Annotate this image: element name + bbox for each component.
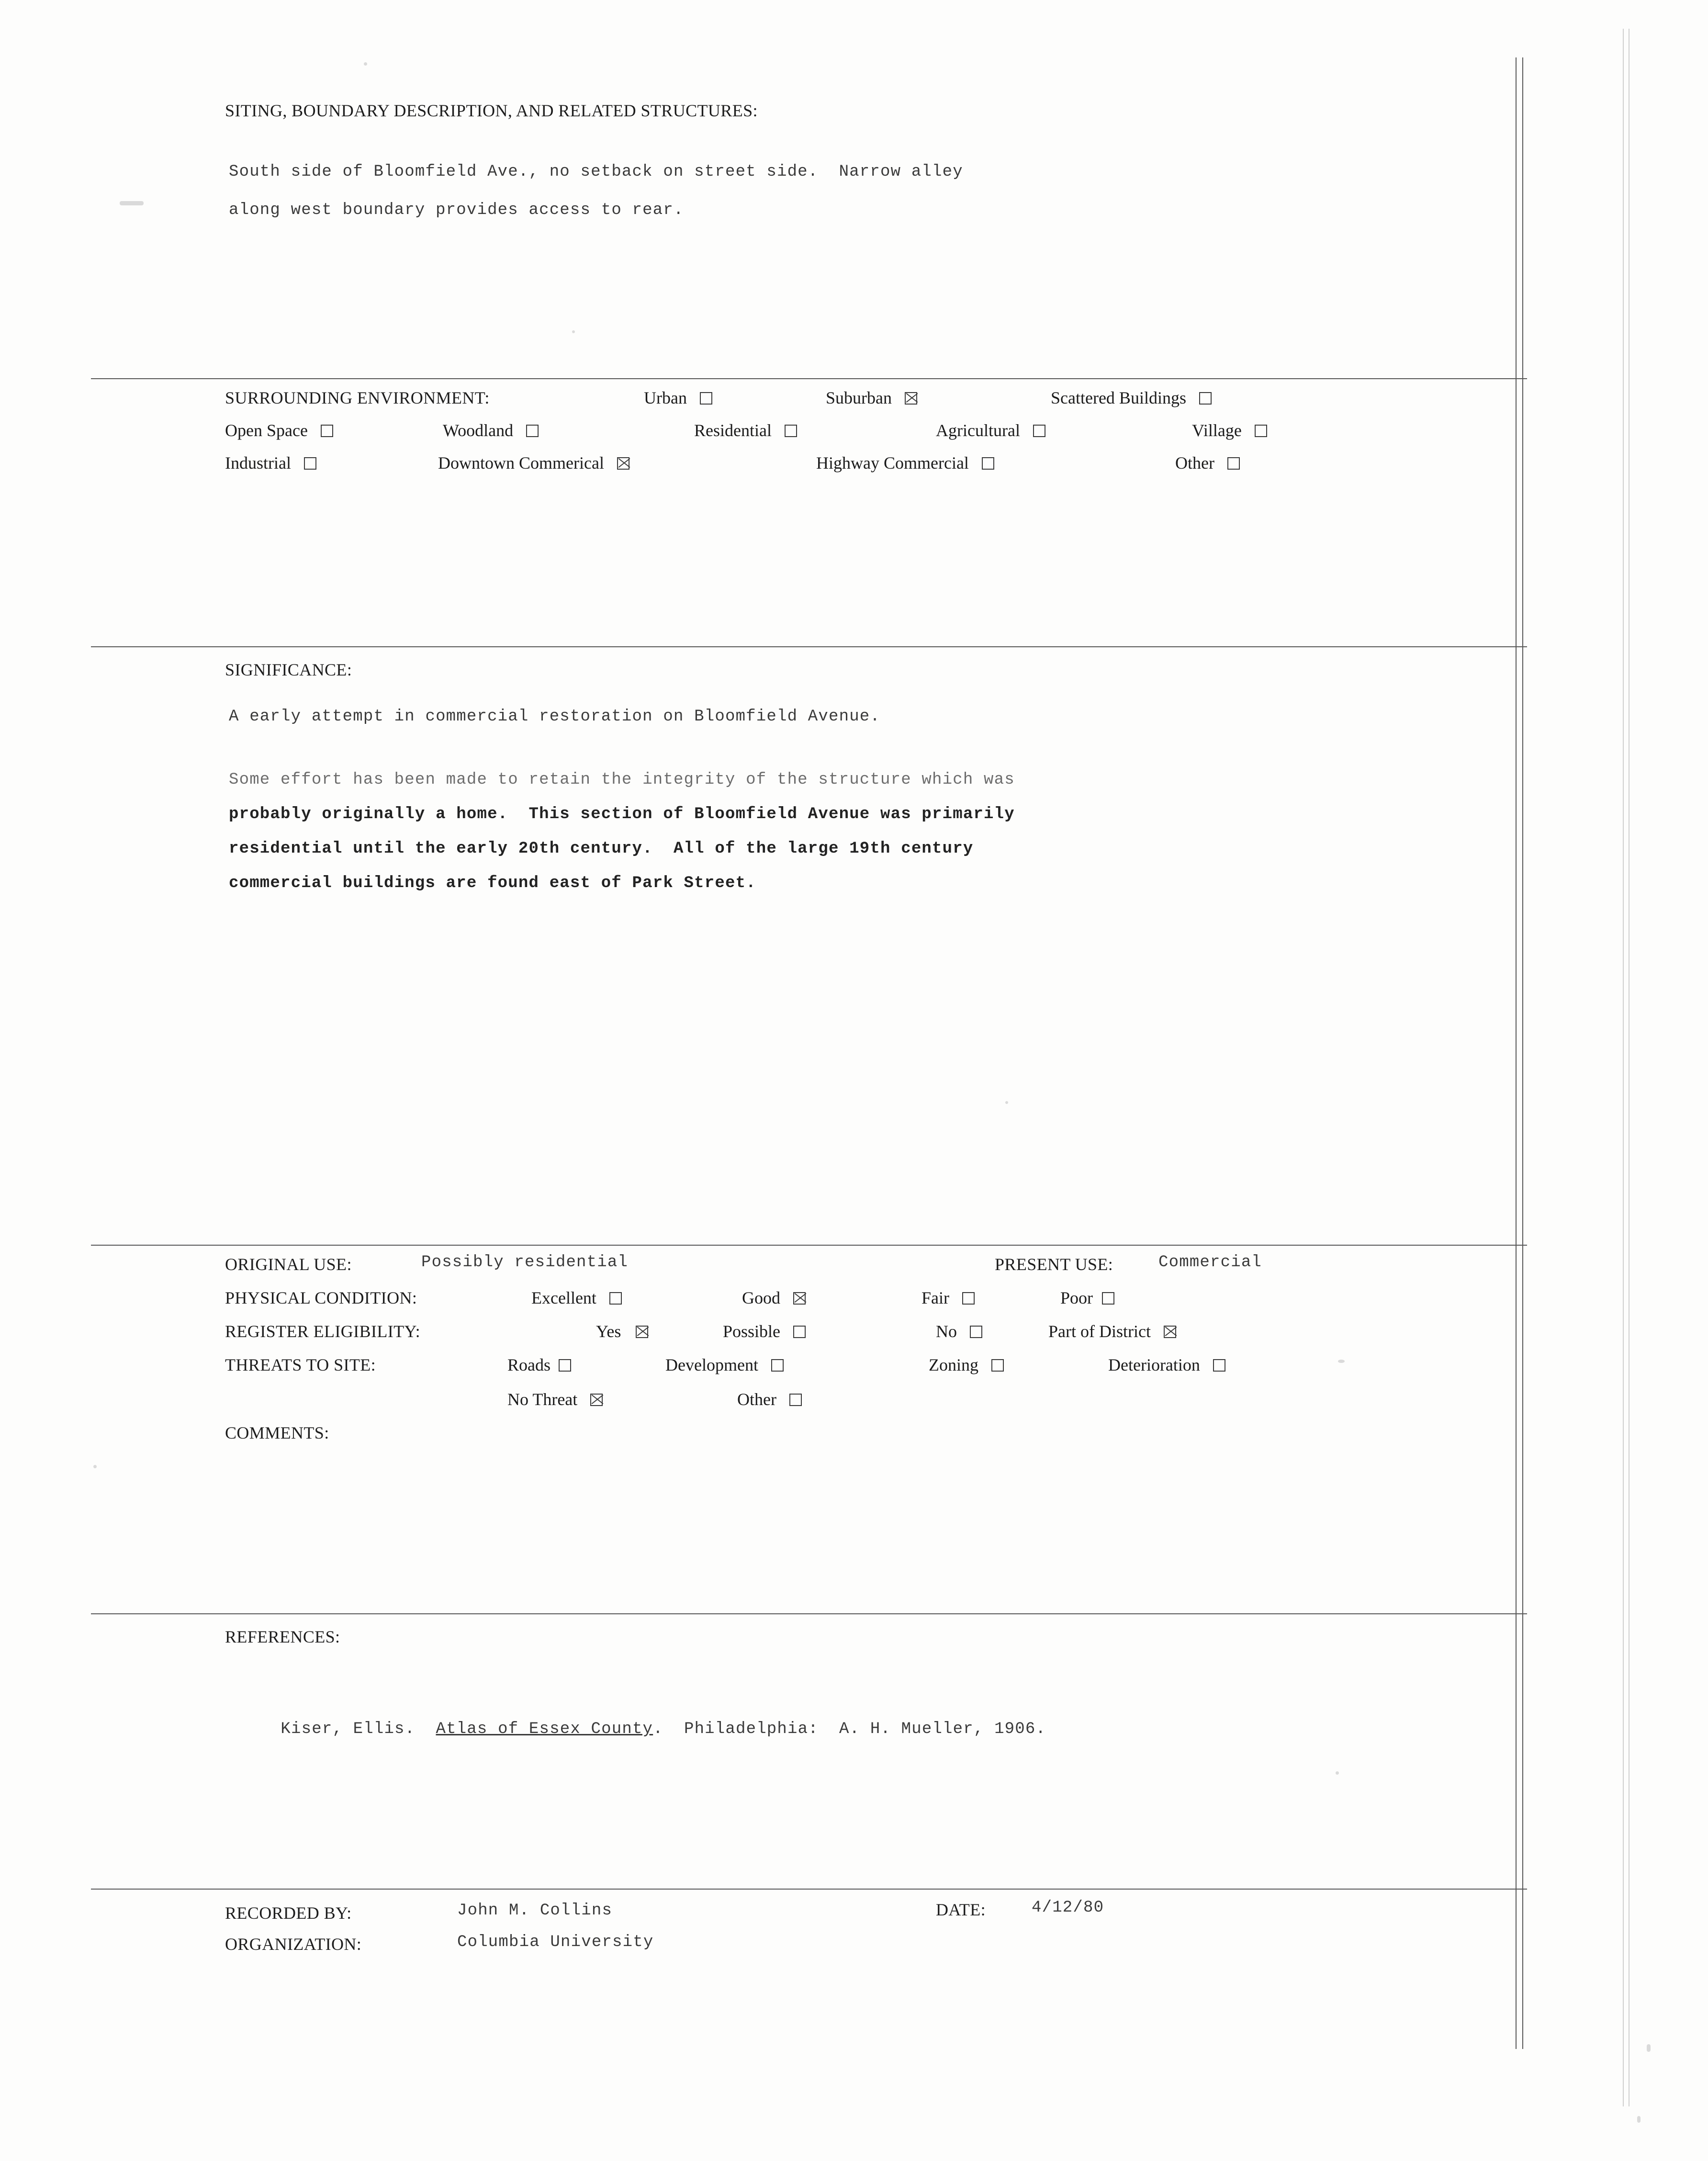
checkbox-condition-poor-label: Poor	[1060, 1288, 1093, 1307]
checkbox-register-yes-label: Yes	[596, 1322, 621, 1341]
checkbox-register-no-box[interactable]	[970, 1326, 982, 1338]
recorded-by-value: John M. Collins	[457, 1902, 613, 1920]
checkbox-scattered-buildings-label: Scattered Buildings	[1051, 388, 1186, 407]
checkbox-threat-development[interactable]	[665, 1355, 784, 1375]
checkbox-register-no-label: No	[936, 1322, 957, 1341]
scan-speck	[120, 201, 144, 205]
scan-speck	[1005, 1101, 1008, 1104]
comments-label: COMMENTS:	[225, 1423, 329, 1442]
checkbox-register-no[interactable]	[936, 1321, 982, 1341]
checkbox-urban-box[interactable]	[700, 392, 712, 405]
significance-paragraph-2-line-1: Some effort has been made to retain the integrity of the structure which was	[229, 771, 1015, 789]
checkbox-register-yes[interactable]	[596, 1321, 648, 1341]
organization-label: ORGANIZATION:	[225, 1935, 362, 1954]
checkbox-threat-development-label: Development	[665, 1355, 758, 1374]
checkbox-register-possible-label: Possible	[723, 1322, 781, 1341]
section-divider-references	[91, 1889, 1527, 1890]
references-entry	[239, 1702, 1046, 1756]
checkbox-downtown-commerical-box[interactable]	[617, 457, 629, 470]
checkbox-condition-fair-label: Fair	[921, 1288, 949, 1307]
form-frame-line-1	[1516, 57, 1517, 2049]
significance-paragraph-1: A early attempt in commercial restoration on Bloomfield Avenue.	[229, 708, 881, 726]
significance-heading: SIGNIFICANCE:	[225, 660, 352, 679]
recorded-by-label: RECORDED BY:	[225, 1903, 352, 1923]
siting-line-1: South side of Bloomfield Ave., no setback on street side. Narrow alley	[229, 163, 963, 181]
surrounding-environment-heading: SURROUNDING ENVIRONMENT:	[225, 388, 490, 407]
checkbox-village-label: Village	[1192, 421, 1242, 440]
scan-speck	[572, 330, 575, 333]
checkbox-register-part-of-district-box[interactable]	[1164, 1326, 1176, 1338]
checkbox-highway-commercial-label: Highway Commercial	[816, 453, 969, 473]
checkbox-surrounding-other-box[interactable]	[1227, 457, 1240, 470]
page-edge-right-1	[1623, 29, 1624, 2106]
checkbox-register-yes-box[interactable]	[636, 1326, 648, 1338]
checkbox-condition-fair[interactable]	[921, 1288, 975, 1308]
checkbox-highway-commercial-box[interactable]	[982, 457, 994, 470]
threats-to-site-label: THREATS TO SITE:	[225, 1355, 376, 1374]
section-divider-use	[91, 1613, 1527, 1614]
checkbox-scattered-buildings-box[interactable]	[1199, 392, 1212, 405]
checkbox-industrial-box[interactable]	[304, 457, 316, 470]
section-divider-surrounding	[91, 646, 1527, 647]
siting-line-2: along west boundary provides access to rear.	[229, 201, 684, 219]
checkbox-highway-commercial[interactable]	[816, 453, 994, 473]
checkbox-threat-zoning-box[interactable]	[991, 1359, 1004, 1372]
checkbox-threat-no-threat-label: No Threat	[507, 1390, 578, 1409]
significance-paragraph-2-line-3: residential until the early 20th century. All of the large 19th century	[229, 840, 974, 858]
checkbox-condition-good-box[interactable]	[793, 1292, 806, 1305]
checkbox-urban-label: Urban	[644, 388, 687, 407]
checkbox-downtown-commerical[interactable]	[438, 453, 629, 473]
checkbox-condition-good[interactable]	[742, 1288, 806, 1308]
checkbox-open-space-box[interactable]	[321, 425, 333, 437]
scan-speck	[1647, 2044, 1651, 2052]
original-use-value: Possibly residential	[421, 1253, 629, 1272]
checkbox-condition-good-label: Good	[742, 1288, 780, 1307]
checkbox-suburban-box[interactable]	[905, 392, 917, 405]
section-divider-significance	[91, 1245, 1527, 1246]
checkbox-agricultural-box[interactable]	[1033, 425, 1045, 437]
date-value: 4/12/80	[1032, 1899, 1104, 1917]
checkbox-suburban-label: Suburban	[826, 388, 892, 407]
checkbox-village[interactable]	[1192, 420, 1267, 440]
siting-heading: SITING, BOUNDARY DESCRIPTION, AND RELATED STRUCTURES:	[225, 101, 758, 120]
scan-speck	[1336, 1771, 1339, 1775]
checkbox-condition-excellent-label: Excellent	[531, 1288, 596, 1307]
register-eligibility-label: REGISTER ELIGIBILITY:	[225, 1322, 421, 1341]
organization-value: Columbia University	[457, 1933, 654, 1951]
date-label: DATE:	[936, 1900, 986, 1919]
checkbox-threat-deterioration[interactable]	[1108, 1355, 1225, 1375]
checkbox-industrial[interactable]	[225, 453, 316, 473]
checkbox-threat-deterioration-box[interactable]	[1213, 1359, 1225, 1372]
section-divider-siting	[91, 378, 1527, 379]
checkbox-register-part-of-district-label: Part of District	[1048, 1322, 1151, 1341]
checkbox-threat-no-threat-box[interactable]	[590, 1394, 603, 1406]
present-use-value: Commercial	[1158, 1253, 1262, 1272]
references-heading: REFERENCES:	[225, 1627, 340, 1646]
checkbox-threat-development-box[interactable]	[771, 1359, 784, 1372]
references-entry-publication: . Philadelphia: A. H. Mueller, 1906.	[653, 1720, 1046, 1738]
references-entry-title: Atlas of Essex County	[436, 1720, 653, 1738]
checkbox-threat-zoning[interactable]	[929, 1355, 1004, 1375]
checkbox-condition-poor[interactable]	[1060, 1288, 1114, 1308]
scan-speck	[364, 62, 367, 66]
references-entry-author: Kiser, Ellis.	[281, 1720, 436, 1738]
scan-speck	[1637, 2116, 1641, 2123]
checkbox-agricultural-label: Agricultural	[936, 421, 1020, 440]
significance-paragraph-2-line-4: commercial buildings are found east of Park Street.	[229, 874, 756, 892]
original-use-label: ORIGINAL USE:	[225, 1255, 352, 1274]
present-use-label: PRESENT USE:	[995, 1255, 1113, 1274]
checkbox-woodland-box[interactable]	[526, 425, 539, 437]
checkbox-agricultural[interactable]	[936, 420, 1045, 440]
checkbox-threat-other-label: Other	[737, 1390, 776, 1409]
checkbox-suburban[interactable]	[826, 388, 917, 408]
significance-paragraph-2-line-2: probably originally a home. This section of Bloomfield Avenue was primarily	[229, 805, 1015, 823]
checkbox-threat-other-box[interactable]	[789, 1394, 802, 1406]
checkbox-threat-no-threat[interactable]	[507, 1389, 603, 1409]
checkbox-surrounding-other-label: Other	[1175, 453, 1214, 473]
checkbox-threat-deterioration-label: Deterioration	[1108, 1355, 1200, 1374]
scan-speck	[1338, 1360, 1345, 1363]
checkbox-register-part-of-district[interactable]	[1048, 1321, 1176, 1341]
checkbox-downtown-commerical-label: Downtown Commerical	[438, 453, 604, 473]
checkbox-industrial-label: Industrial	[225, 453, 291, 473]
checkbox-residential[interactable]	[694, 420, 797, 440]
checkbox-register-possible[interactable]	[723, 1321, 806, 1341]
checkbox-threat-zoning-label: Zoning	[929, 1355, 978, 1374]
checkbox-village-box[interactable]	[1255, 425, 1267, 437]
checkbox-condition-excellent[interactable]	[531, 1288, 622, 1308]
checkbox-condition-fair-box[interactable]	[962, 1292, 975, 1305]
checkbox-open-space-label: Open Space	[225, 421, 308, 440]
checkbox-scattered-buildings[interactable]	[1051, 388, 1212, 408]
checkbox-register-possible-box[interactable]	[793, 1326, 806, 1338]
form-frame-line-2	[1522, 57, 1523, 2049]
checkbox-condition-excellent-box[interactable]	[609, 1292, 622, 1305]
checkbox-threat-other[interactable]	[737, 1389, 802, 1409]
checkbox-urban[interactable]	[644, 388, 712, 408]
checkbox-residential-box[interactable]	[785, 425, 797, 437]
checkbox-woodland[interactable]	[443, 420, 539, 440]
checkbox-surrounding-other[interactable]	[1175, 453, 1240, 473]
scan-speck	[93, 1465, 97, 1468]
checkbox-threat-roads[interactable]	[507, 1355, 571, 1375]
checkbox-threat-roads-box[interactable]	[559, 1359, 571, 1372]
physical-condition-label: PHYSICAL CONDITION:	[225, 1288, 417, 1307]
checkbox-residential-label: Residential	[694, 421, 772, 440]
checkbox-condition-poor-box[interactable]	[1102, 1292, 1114, 1305]
checkbox-woodland-label: Woodland	[443, 421, 514, 440]
checkbox-threat-roads-label: Roads	[507, 1355, 551, 1374]
checkbox-open-space[interactable]	[225, 420, 333, 440]
